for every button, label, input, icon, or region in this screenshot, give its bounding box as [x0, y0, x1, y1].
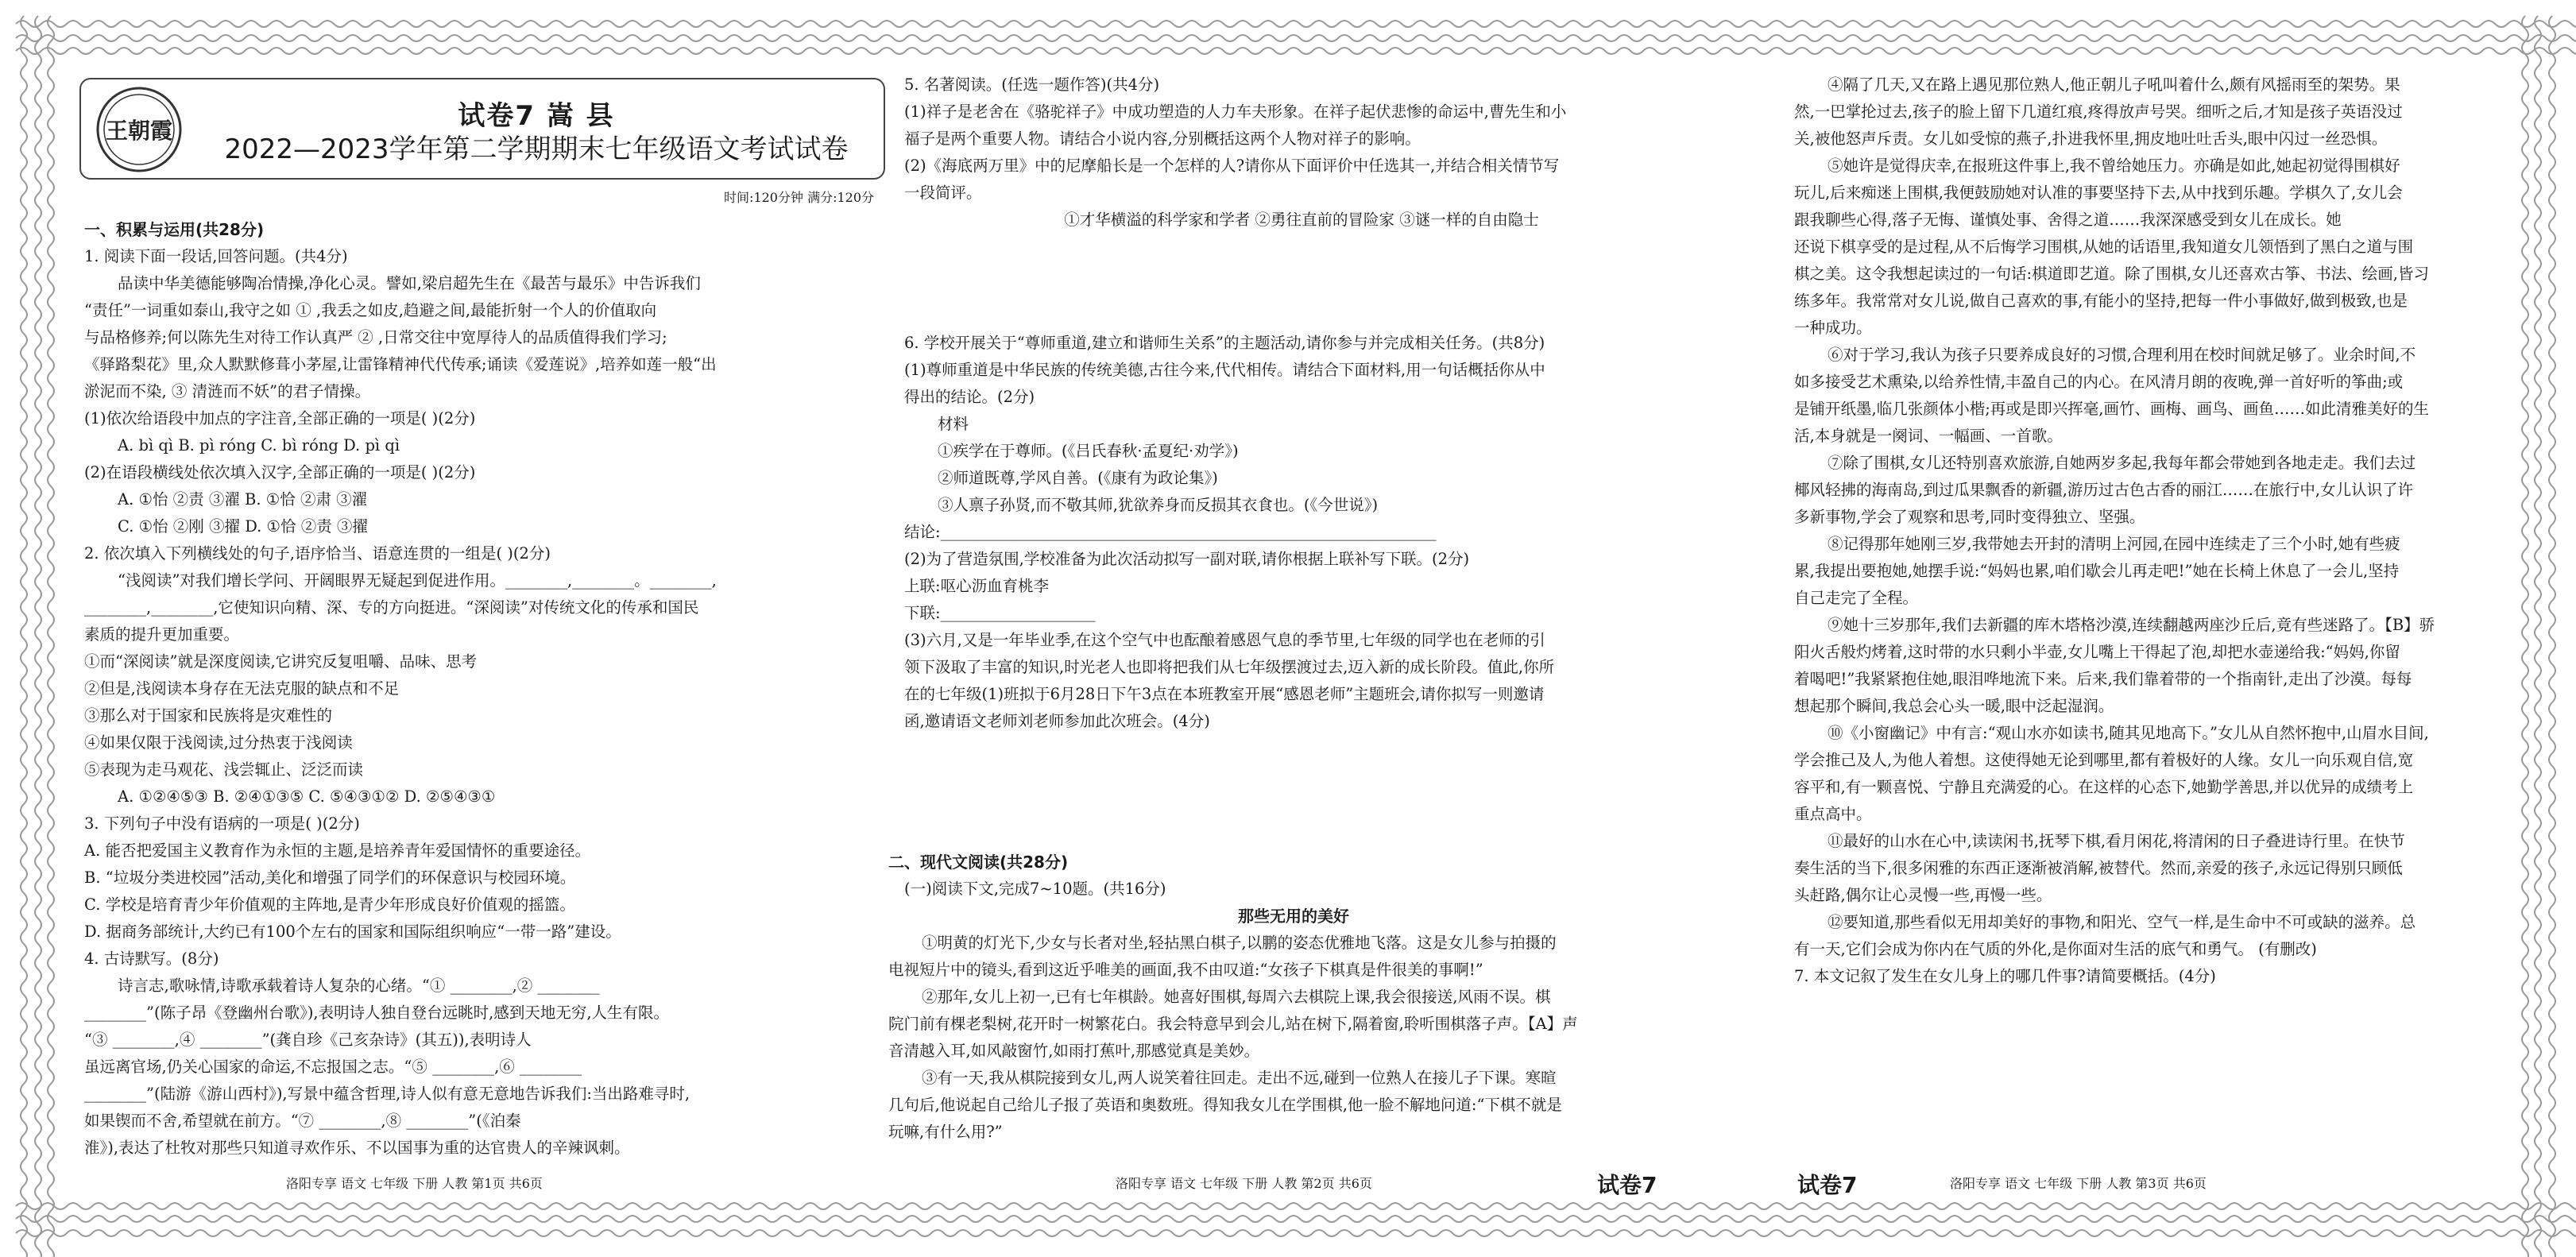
border-wave [2522, 16, 2528, 1257]
text-line: A. ①怡 ②责 ③濯 B. ①恰 ②肃 ③濯 [118, 490, 368, 509]
text-line: 电视短片中的镜头,看到这近乎唯美的画面,我不由叹道:“女孩子下棋真是件很美的事啊!” [888, 961, 1483, 979]
text-line: ⑤表现为走马观花、浅尝辄止、泛泛而读 [84, 760, 364, 779]
text-line: ⑩《小窗幽记》中有言:“观山水亦如读书,随其见地高下。”女儿从自然怀抱中,山眉水目间, [1828, 724, 2429, 742]
text-line: ________”(陈子昂《登幽州台歌》),表明诗人独自登台远眺时,感到天地无穷,人生有限。 [84, 1004, 670, 1022]
text-line: ③人禀子孙贤,而不敬其师,犹欲养身而反损其衣食也。(《今世说》) [938, 496, 1379, 514]
text-line: 练多年。我常常对女儿说,做自己喜欢的事,有能小的坚持,把每一件小事做好,做到极致,也是 [1794, 292, 2408, 310]
text-line: “浅阅读”对我们增长学问、开阔眼界无疑起到促进作用。________,________。________, [118, 571, 717, 590]
text-line: 上联:呕心沥血育桃李 [904, 577, 1050, 595]
text-line: 想起那个瞬间,我总会心头一暖,眼中泛起湿润。 [1794, 697, 2114, 715]
text-line: (2)为了营造氛围,学校准备为此次活动拟写一副对联,请你根据上联补写下联。(2分) [904, 550, 1470, 568]
text-line: 诗言志,歌咏情,诗歌承载着诗人复杂的心绪。“① ________,② ________ [118, 977, 600, 995]
text-line: 累,我提出要抱她,她摆手说:“妈妈也累,咱们歇会儿再走吧!”她在长椅上休息了一会儿,坚持 [1794, 562, 2400, 580]
text-line: ①才华横溢的科学家和学者 ②勇往直前的冒险家 ③谜一样的自由隐士 [1064, 211, 1539, 229]
text-line: ⑦除了围棋,女儿还特别喜欢旅游,自她两岁多起,我每年都会带她到各地走走。我们去过 [1828, 454, 2416, 472]
text-line: 容平和,有一颗喜悦、宁静且充满爱的心。在这样的心态下,她勤学善思,并以优异的成绩考上 [1794, 778, 2414, 796]
text-line: 福子是两个重要人物。请结合小说内容,分别概括这两个人物对祥子的影响。 [904, 130, 1421, 148]
text-line: 玩嘛,有什么用?” [888, 1123, 1003, 1141]
text-line: 4. 古诗默写。(8分) [84, 950, 219, 968]
text-line: 淮》),表达了杜牧对那些只知道寻欢作乐、不以国事为重的达官贵人的辛辣讽刺。 [84, 1139, 630, 1157]
text-line: 玩儿,后来痴迷上围棋,我便鼓励她对认准的事要坚持下去,从中找到乐趣。学棋久了,女儿会 [1794, 184, 2403, 202]
text-line: ①而“深阅读”就是深度阅读,它讲究反复咀嚼、品味、思考 [84, 652, 478, 671]
exam-number-left: 试卷7 [1597, 1172, 1657, 1198]
text-line: ②那年,女儿上初一,已有七年棋龄。她喜好围棋,每周六去棋院上课,我会很接送,风雨不误。棋 [922, 988, 1551, 1006]
border-wave [16, 1216, 2576, 1222]
text-line: 一、积累与运用(共28分) [84, 220, 265, 239]
text-line: (1)依次给语段中加点的字注音,全部正确的一项是( )(2分) [84, 409, 476, 427]
column-page-2-q6 [904, 330, 1699, 735]
text-line: ⑥对于学习,我认为孩子只要养成良好的习惯,合理利用在校时间就足够了。业余时间,不 [1828, 346, 2416, 364]
border-wave [16, 48, 2576, 54]
text-line: 着喝吧!”我紧紧抱住她,眼泪哗地流下来。后来,我们靠着带的一个指南针,走出了沙漠。每每 [1794, 670, 2412, 688]
footer-page-3: 洛阳专享 语文 七年级 下册 人教 第3页 共6页 [1950, 1176, 2207, 1191]
text-line: A. bì qì B. pì róng C. bì róng D. pì qì [118, 436, 400, 454]
text-line: (一)阅读下文,完成7~10题。(共16分) [904, 880, 1166, 898]
publisher-logo [92, 83, 186, 176]
border-wave [2549, 16, 2555, 1257]
text-line: 奏生活的当下,很多闲雅的东西正逐渐被消解,被替代。然而,亲爱的孩子,永远记得别只顾低 [1794, 859, 2403, 877]
svg-text:王朝霞: 王朝霞 [105, 118, 173, 144]
text-line: ①疾学在于尊师。(《吕氏春秋·孟夏纪·劝学》) [938, 442, 1239, 460]
text-line: 头赶路,偶尔让心灵慢一些,再慢一些。 [1794, 886, 2052, 904]
text-line: 自己走完了全程。 [1794, 589, 1919, 607]
footer-page-1: 洛阳专享 语文 七年级 下册 人教 第1页 共6页 [286, 1176, 543, 1191]
text-line: ⑤她许是觉得庆幸,在报班这件事上,我不曾给她压力。亦确是如此,她起初觉得围棋好 [1828, 157, 2400, 175]
text-line: “责任”一词重如泰山,我守之如 ① ,我丢之如皮,趋避之间,最能折射一个人的价值取向 [84, 301, 657, 319]
text-line: ③有一天,我从棋院接到女儿,两人说笑着往回走。走出不远,碰到一位熟人在接儿子下课。寒暄 [922, 1069, 1557, 1087]
text-line: C. ①怡 ②刚 ③擢 D. ①恰 ②责 ③擢 [118, 517, 368, 536]
text-line: ________”(陆游《游山西村》),写景中蕴含哲理,诗人似有意无意地告诉我们:当出路难寻时, [84, 1085, 690, 1103]
text-line: 一段简评。 [904, 184, 982, 202]
text-line: (2)在语段横线处依次填入汉字,全部正确的一项是( )(2分) [84, 463, 476, 482]
text-line: A. ①②④⑤③ B. ②④①③⑤ C. ⑤④③①② D. ②⑤④③① [118, 787, 496, 806]
text-line: 有一天,它们会成为你内在气质的外化,是你面对生活的底气和勇气。 (有删改) [1794, 940, 2317, 958]
border-wave [35, 16, 41, 1257]
text-line: ④隔了几天,又在路上遇见那位熟人,他正朝儿子吼叫着什么,颇有风摇雨至的架势。果 [1828, 75, 2400, 94]
text-line: ⑫要知道,那些看似无用却美好的事物,和阳光、空气一样,是生命中不可或缺的滋养。总 [1828, 913, 2416, 931]
exam-subtitle: 2022—2023学年第二学期期末七年级语文考试试卷 [224, 133, 849, 165]
text-line: 那些无用的美好 [1238, 907, 1349, 926]
border-wave [16, 1230, 2576, 1236]
text-line: ④如果仅限于浅阅读,过分热衷于浅阅读 [84, 733, 353, 752]
text-line: ⑪最好的山水在心中,读读闲书,抚琴下棋,看月闲花,将清闲的日子叠进诗行里。在快节 [1828, 832, 2405, 850]
text-line: 材料 [938, 415, 969, 433]
text-line: 还说下棋享受的是过程,从不后悔学习围棋,从她的话语里,我知道女儿领悟到了黑白之道与围 [1794, 238, 2414, 256]
text-line: 《驿路梨花》里,众人默默修葺小茅屋,让雷锋精神代代传承;诵读《爱莲说》,培养如莲一般“出 [84, 355, 717, 373]
text-line: 在的七年级(1)班拟于6月28日下午3点在本班教室开展“感恩老师”主题班会,请你拟写一则邀请 [904, 685, 1545, 703]
text-line: 函,邀请语文老师刘老师参加此次班会。(4分) [904, 712, 1210, 730]
border-wave [16, 35, 2576, 41]
text-line: 与品格修养;何以陈先生对待工作认真严 ② ,日常交往中宽厚待人的品质值得我们学习; [84, 328, 667, 346]
column-page-2-reading [888, 849, 1699, 1146]
exam-meta: 时间:120分钟 满分:120分 [724, 190, 874, 205]
text-line: 关,被他怒声斥责。女儿如受惊的燕子,扑进我怀里,拥皮地吐吐舌头,眼中闪过一丝恐惧。 [1794, 130, 2388, 148]
text-line: 3. 下列句子中没有语病的一项是( )(2分) [84, 814, 360, 833]
border-wave [16, 1203, 2576, 1209]
text-line: 淤泥而不染, ③ 清涟而不妖”的君子情操。 [84, 382, 371, 400]
column-page-2-q5 [904, 72, 1699, 234]
border-wave [16, 21, 2576, 27]
text-line: D. 据商务部统计,大约已有100个左右的国家和国际组织响应“一带一路”建设。 [84, 922, 621, 941]
text-line: 学会推己及人,为他人着想。这使得她无论到哪里,都有着极好的人缘。女儿一向乐观自信,宽 [1794, 751, 2414, 769]
text-line: 院门前有棵老梨树,花开时一树繁花白。我会特意早到会儿,站在树下,隔着窗,聆听围棋落子声。【A】声 [888, 1015, 1578, 1033]
text-line: 下联:____________________ [904, 604, 1096, 622]
text-line: 5. 名著阅读。(任选一题作答)(共4分) [904, 75, 1160, 94]
text-line: ⑧记得那年她刚三岁,我带她去开封的清明上河园,在园中连续走了三个小时,她有些疲 [1828, 535, 2400, 553]
text-line: 跟我聊些心得,落子无悔、谨慎处事、舍得之道……我深深感受到女儿在成长。她 [1794, 211, 2342, 229]
border-wave [2535, 16, 2541, 1257]
text-line: 领下汲取了丰富的知识,时光老人也即将把我们从七年级摆渡过去,迈入新的成长阶段。值此,你所 [904, 658, 1555, 676]
text-line: A. 能否把爱国主义教育作为永恒的主题,是培养青年爱国情怀的重要途径。 [84, 841, 591, 860]
text-line: 6. 学校开展关于“尊师重道,建立和谐师生关系”的主题活动,请你参与并完成相关任务。(共8分) [904, 334, 1545, 352]
text-line: 音清越入耳,如风敲窗竹,如雨打蕉叶,那感觉真是美妙。 [888, 1042, 1260, 1060]
border-wave [48, 16, 54, 1257]
text-line: ②师道既尊,学风自善。(《康有为政论集》) [938, 469, 1218, 487]
text-line: (2)《海底两万里》中的尼摩船长是一个怎样的人?请你从下面评价中任选其一,并结合相关情节写 [904, 157, 1560, 175]
exam-title: 试卷7 嵩 县 [458, 100, 615, 132]
text-line: 如多接受艺术熏染,以给养性情,丰盈自己的内心。在风清月朗的夜晚,弹一首好听的筝曲;或 [1794, 373, 2404, 391]
text-line: 2. 依次填入下列横线处的句子,语序恰当、语意连贯的一组是( )(2分) [84, 544, 551, 563]
text-line: 如果锲而不舍,希望就在前方。“⑦ ________,⑧ ________”(《泊秦 [84, 1112, 521, 1130]
text-line: 活,本身就是一阕词、一幅画、一首歌。 [1794, 427, 2063, 445]
text-line: “③ ________,④ ________”(龚自珍《己亥杂诗》(其五)),表明诗人 [84, 1031, 532, 1049]
text-line: ________,________,它使知识向精、深、专的方向挺进。“深阅读”对传统文化的传承和国民 [84, 598, 699, 617]
footer-page-2: 洛阳专享 语文 七年级 下册 人教 第2页 共6页 [1116, 1176, 1372, 1191]
text-line: 多新事物,学会了观察和思考,同时变得独立、坚强。 [1794, 508, 2145, 526]
text-line: ⑨她十三岁那年,我们去新疆的库木塔格沙漠,连续翻越两座沙丘后,竟有些迷路了。【B】骄 [1828, 616, 2435, 634]
exam-number-right: 试卷7 [1797, 1172, 1858, 1198]
border-wave [21, 16, 27, 1257]
text-line: ①明黄的灯光下,少女与长者对坐,轻拈黑白棋子,以鹏的姿态优雅地飞落。这是女儿参与拍摄的 [922, 934, 1557, 952]
text-line: (3)六月,又是一年毕业季,在这个空气中也酝酿着感恩气息的季节里,七年级的同学也在老师的引 [904, 631, 1545, 649]
text-line: 品读中华美德能够陶冶情操,净化心灵。譬如,梁启超先生在《最苦与最乐》中告诉我们 [118, 274, 701, 292]
column-page-1 [84, 216, 887, 1162]
text-line: 素质的提升更加重要。 [84, 625, 240, 644]
text-line: 虽远离官场,仍关心国家的命运,不忘报国之志。“⑤ ________,⑥ ________ [84, 1058, 582, 1076]
text-line: (1)祥子是老舍在《骆驼祥子》中成功塑造的人力车夫形象。在祥子起伏悲惨的命运中,曹先生和小 [904, 102, 1567, 121]
text-line: 二、现代文阅读(共28分) [888, 853, 1069, 872]
text-line: B. “垃圾分类进校园”活动,美化和增强了同学们的环保意识与校园环境。 [84, 868, 576, 887]
text-line: 7. 本文记叙了发生在女儿身上的哪几件事?请简要概括。(4分) [1794, 967, 2216, 985]
text-line: 椰风轻拂的海南岛,到过瓜果飘香的新疆,游历过古色古香的丽江……在旅行中,女儿认识了许 [1794, 481, 2414, 499]
text-line: 1. 阅读下面一段话,回答问题。(共4分) [84, 247, 348, 265]
text-line: 一种成功。 [1794, 319, 1872, 337]
text-line: ②但是,浅阅读本身存在无法克服的缺点和不足 [84, 679, 400, 698]
text-line: 阳火舌般灼烤着,这时带的水只剩小半壶,女儿嘴上干得起了泡,却把水壶递给我:“妈妈,你留 [1794, 643, 2400, 661]
text-line: 结论:________________________________________________________________ [904, 523, 1437, 541]
text-line: C. 学校是培育青少年价值观的主阵地,是青少年形成良好价值观的摇篮。 [84, 895, 575, 914]
text-line: 几句后,他说起自己给儿子报了英语和奥数班。得知我女儿在学围棋,他一脸不解地问道:“下棋不就是 [888, 1096, 1562, 1114]
text-line: 重点高中。 [1794, 805, 1872, 823]
text-line: 得出的结论。(2分) [904, 388, 1035, 406]
text-line: (1)尊师重道是中华民族的传统美德,古往今来,代代相传。请结合下面材料,用一句话概括你从中 [904, 361, 1545, 379]
text-line: ③那么对于国家和民族将是灾难性的 [84, 706, 333, 725]
text-line: 棋之美。这令我想起读过的一句话:棋道即艺道。除了围棋,女儿还喜欢古筝、书法、绘画,皆习 [1794, 265, 2429, 283]
text-line: 然,一巴掌抡过去,孩子的脸上留下几道红痕,疼得放声号哭。细听之后,才知是孩子英语没过 [1794, 102, 2403, 121]
text-line: 是铺开纸墨,临几张颜体小楷;再或是即兴挥毫,画竹、画梅、画鸟、画鱼……如此清雅美好的生 [1794, 400, 2429, 418]
column-page-3 [1794, 72, 2517, 990]
